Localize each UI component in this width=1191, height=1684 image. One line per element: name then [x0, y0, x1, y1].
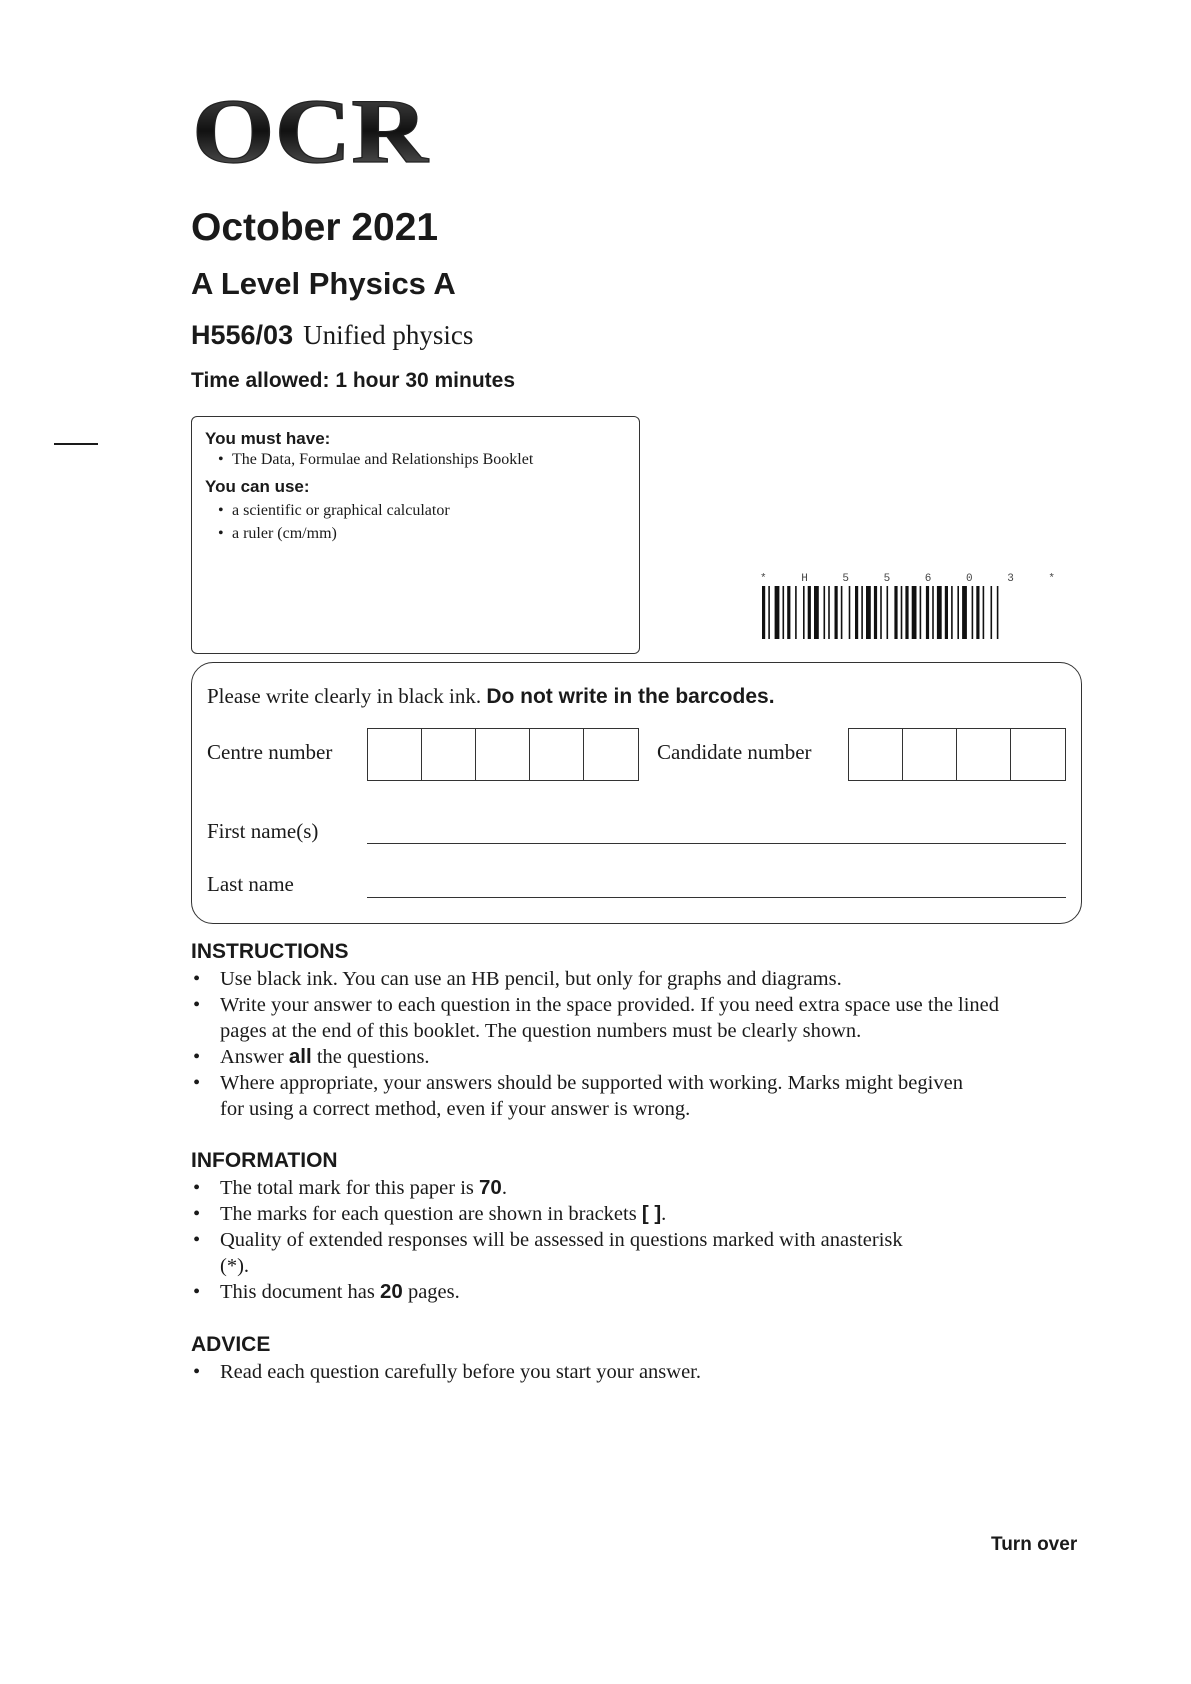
advice-item: • Read each question carefully before you start your answer.: [191, 1359, 1091, 1385]
instruction-item: • Where appropriate, your answers should be supported with working. Marks might begiven for using a correct method, even if your answer is wrong.: [191, 1070, 1091, 1122]
can-use-item: • a scientific or graphical calculator: [218, 499, 629, 522]
instruction-item: • Use black ink. You can use an HB pencil, but only for graphs and diagrams.: [191, 966, 1091, 992]
advice-section: [191, 1333, 1091, 1385]
information-item: • Quality of extended responses will be assessed in questions marked with anasterisk (*).: [191, 1227, 1091, 1279]
can-use-item: • a ruler (cm/mm): [218, 522, 629, 545]
instructions-heading: INSTRUCTIONS: [191, 940, 349, 963]
barcode-bar: [861, 586, 863, 639]
information-section: [191, 1149, 1091, 1305]
advice-heading: ADVICE: [191, 1333, 271, 1356]
write-note: [207, 684, 775, 709]
ocr-logo: [192, 92, 432, 172]
candidate-number-label: Candidate number: [657, 740, 812, 764]
barcode-bar: [983, 586, 985, 639]
barcode-bar: [866, 586, 871, 639]
candidate-number-cell[interactable]: [903, 729, 957, 780]
barcode-bar: [775, 586, 780, 639]
qualification-title: A Level Physics A: [191, 266, 456, 301]
barcode-bar: [849, 586, 851, 639]
barcode-bar: [997, 586, 999, 639]
instruction-text: the questions.: [311, 1046, 430, 1068]
instruction-emphasis: all: [288, 1045, 312, 1068]
barcode-bar: [880, 586, 882, 639]
barcode-bar: [991, 586, 993, 639]
can-use-heading: You can use:: [205, 477, 310, 496]
instruction-item: • Write your answer to each question in the space provided. If you need extra space use the lined pages at the end of this booklet. The question numbers must be clearly shown.: [191, 992, 1091, 1044]
paper-code: H556/03: [191, 320, 294, 350]
barcode-bar: [912, 586, 917, 639]
marks-brackets: [ ]: [641, 1202, 662, 1225]
barcode-bar: [932, 586, 934, 639]
candidate-number-cell[interactable]: [1011, 729, 1065, 780]
barcode-bar: [901, 586, 903, 639]
centre-number-cell[interactable]: [530, 729, 584, 780]
barcode-bar: [783, 586, 785, 639]
must-have-item: • The Data, Formulae and Relationships Booklet: [218, 451, 629, 469]
last-name-field[interactable]: [367, 897, 1066, 898]
barcode-text: * H 5 5 6 0 3 *: [760, 573, 1070, 585]
barcode-bars: [760, 586, 1048, 639]
information-item: [191, 1279, 1091, 1305]
barcode-bar: [945, 586, 948, 639]
candidate-number-cell[interactable]: [849, 729, 903, 780]
barcode-bar: [957, 586, 959, 639]
write-note-plain: Please write clearly in black ink.: [207, 684, 482, 708]
turn-over: Turn over: [991, 1534, 1078, 1555]
barcode: [760, 573, 1070, 639]
barcode-bar: [828, 586, 830, 639]
candidate-number-cell[interactable]: [957, 729, 1011, 780]
information-item: [191, 1201, 1091, 1227]
first-name-label: First name(s): [207, 819, 319, 843]
paper-code-line: [191, 320, 473, 351]
information-text: .: [661, 1203, 667, 1225]
centre-number-cell[interactable]: [476, 729, 530, 780]
barcode-bar: [894, 586, 897, 639]
barcode-bar: [926, 586, 929, 639]
barcode-bar: [808, 586, 811, 639]
barcode-bar: [937, 586, 942, 639]
barcode-bar: [803, 586, 805, 639]
barcode-bar: [855, 586, 858, 639]
centre-number-cell[interactable]: [422, 729, 476, 780]
barcode-bar: [951, 586, 953, 639]
write-note-bold: Do not write in the barcodes.: [486, 685, 775, 708]
barcode-bar: [962, 586, 967, 639]
paper-title: Unified physics: [303, 320, 474, 350]
barcode-bar: [814, 586, 819, 639]
barcode-bar: [874, 586, 877, 639]
page-count: 20: [380, 1280, 403, 1303]
must-have-heading: You must have:: [205, 429, 331, 448]
exam-date: October 2021: [191, 206, 439, 249]
candidate-number-field[interactable]: [848, 728, 1066, 781]
barcode-bar: [887, 586, 889, 639]
total-mark: 70: [479, 1176, 502, 1199]
barcode-bar: [762, 586, 765, 639]
information-heading: INFORMATION: [191, 1149, 338, 1172]
first-name-field[interactable]: [367, 843, 1066, 844]
barcode-bar: [835, 586, 838, 639]
information-item: [191, 1175, 1091, 1201]
instruction-text: Answer: [220, 1046, 289, 1068]
instructions-section: [191, 940, 1091, 1122]
margin-mark: [54, 443, 98, 445]
svg-text:OCR: OCR: [192, 92, 430, 172]
centre-number-label: Centre number: [207, 740, 333, 764]
centre-number-field[interactable]: [367, 728, 639, 781]
barcode-bar: [920, 586, 922, 639]
barcode-bar: [976, 586, 979, 639]
information-text: This document has: [220, 1281, 380, 1303]
centre-number-cell[interactable]: [584, 729, 638, 780]
instruction-item: [191, 1044, 1091, 1070]
centre-number-cell[interactable]: [368, 729, 422, 780]
barcode-bar: [795, 586, 797, 639]
time-allowed: Time allowed: 1 hour 30 minutes: [191, 369, 516, 392]
requirements-box: [191, 416, 640, 654]
last-name-label: Last name: [207, 872, 294, 896]
barcode-bar: [905, 586, 908, 639]
barcode-bar: [824, 586, 826, 639]
information-text: The marks for each question are shown in brackets: [220, 1203, 642, 1225]
barcode-bar: [768, 586, 770, 639]
information-text: pages.: [402, 1281, 460, 1303]
barcode-bar: [787, 586, 790, 639]
barcode-bar: [972, 586, 974, 639]
information-text: .: [501, 1177, 507, 1199]
information-text: The total mark for this paper is: [220, 1177, 480, 1199]
barcode-bar: [841, 586, 843, 639]
